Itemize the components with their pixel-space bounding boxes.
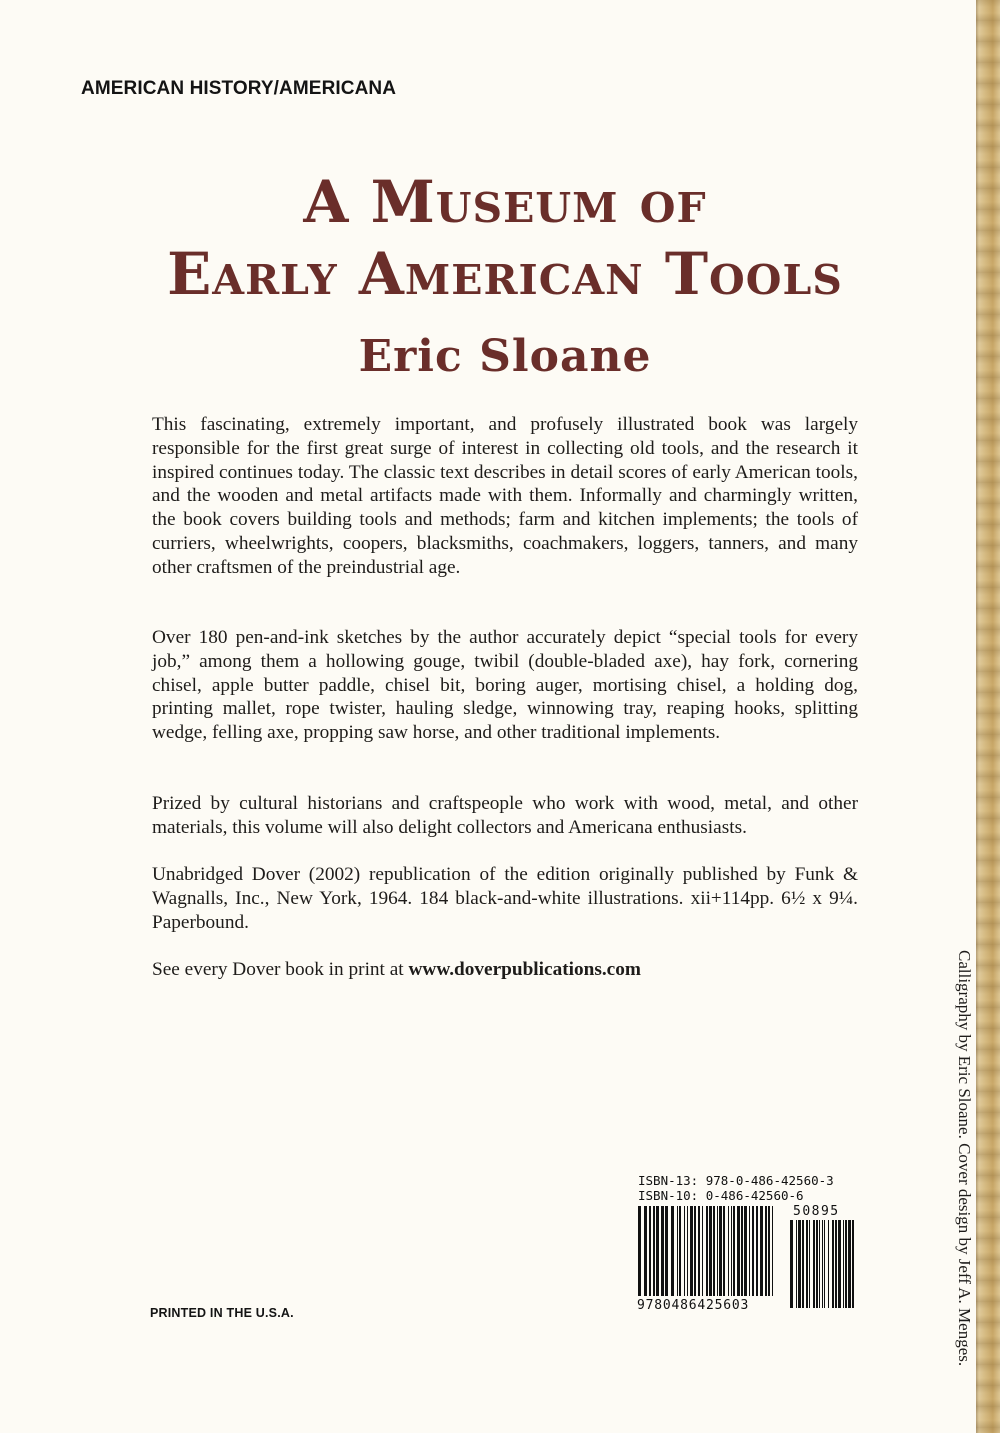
barcode-bar [713,1206,715,1296]
price-code: 50895 [793,1204,840,1219]
barcode-bar [702,1206,703,1296]
barcode-bar [765,1206,767,1296]
isbn-barcode-block [637,1172,862,1320]
barcode-bar [838,1220,841,1308]
printed-in-label: PRINTED IN THE U.S.A. [150,1306,294,1320]
barcode-bar [809,1220,810,1308]
barcode-bar [819,1220,820,1308]
barcode-bar [644,1206,647,1296]
barcode-bar [798,1220,801,1308]
isbn-10: ISBN-10: 0-486-42560-6 [638,1188,804,1203]
barcode-bar [694,1206,696,1296]
barcode-bar [709,1206,712,1296]
barcode-bar [731,1206,732,1296]
barcode-bar [719,1206,722,1296]
book-title-line-2: Early American Tools [167,240,843,308]
barcode-bar [744,1206,747,1296]
barcode-bar [768,1206,770,1296]
barcode-bar [806,1220,808,1308]
barcode-addon [789,1220,859,1308]
description-paragraph-1: This fascinating, extremely important, and profusely illustrated book was largely responsible for the first great surge of interest in collecting old tools, and the research it inspired continues today. The classic text describes in detail scores of early American tools, and the wooden and metal artifacts made with them. Informally and charmingly written, the book covers building tools and methods; farm and kitchen implements; the tools of curriers, wheelwrights, coopers, blacksmiths, coachmakers, loggers, tanners, and many other craftsmen of the preindustrial age. [152,414,858,578]
barcode-bar [845,1220,847,1308]
barcode-bar [790,1220,793,1308]
barcode-bar [749,1206,750,1296]
barcode-bar [656,1206,659,1296]
barcode-bar [665,1206,668,1296]
barcode-bar [752,1206,754,1296]
isbn-13: ISBN-13: 978-0-486-42560-3 [638,1173,834,1188]
barcode-bar [772,1206,773,1296]
barcode-bar [671,1206,674,1296]
barcode-bar [653,1206,655,1296]
barcode-digits: 9780486425603 [637,1298,750,1313]
website-line [152,958,858,982]
description-paragraph-3: Prized by cultural historians and craftspeople who work with wood, metal, and other materials, this volume will also delight collectors and Americana enthusiasts. [152,793,858,838]
barcode-bar [741,1206,743,1296]
description-paragraph-2: Over 180 pen-and-ink sketches by the author accurately depict “special tools for every job,” among them a hollowing gouge, twibil (double-bladed axe), hay fork, cornering chisel, apple butter paddle, chisel bit, boring auger, mortising chisel, a holding dog, printing mallet, rope twister, hauling sledge, winnowing tray, reaping hooks, splitting wedge, felling axe, propping saw horse, and other traditional implements. [152,627,858,744]
website-prefix: See every Dover book in print at [152,959,409,980]
barcode-bar [638,1206,641,1296]
wood-grain-edge [976,0,1000,1433]
barcode-bar [816,1220,818,1308]
barcode-bar [684,1206,685,1296]
barcode-bar [661,1206,664,1296]
barcode-bar [832,1220,834,1308]
barcode-bar [848,1220,851,1308]
barcode-bar [822,1220,823,1308]
website-link[interactable]: www.doverpublications.com [408,959,641,980]
barcode-bar [723,1206,725,1296]
barcode-bar [717,1206,718,1296]
barcode-bar [679,1206,681,1296]
barcode-bar [796,1220,797,1308]
barcode-bar [852,1220,854,1308]
barcode-bar [733,1206,735,1296]
barcode-bar [687,1206,688,1296]
barcode-bar [843,1220,844,1308]
barcode-bar [813,1220,815,1308]
barcode-bar [835,1220,837,1308]
barcode-bar [737,1206,740,1296]
barcode-main [637,1206,775,1296]
barcode-bar [698,1206,700,1296]
category-label: AMERICAN HISTORY/AMERICANA [81,78,397,99]
author-name: Eric Sloane [358,331,652,382]
design-credit: Calligraphy by Eric Sloane. Cover design by Jeff A. Menges. [955,950,974,1367]
barcode-bar [756,1206,758,1296]
barcode-bar [828,1220,829,1308]
barcode-bar [802,1220,804,1308]
barcode-bar [690,1206,693,1296]
barcode-bar [706,1206,708,1296]
barcode-bar [677,1206,678,1296]
barcode-bar [728,1206,729,1296]
book-title-line-1: A Museum of [303,168,707,236]
publication-details: Unabridged Dover (2002) republication of the edition originally published by Funk & Wagnalls, Inc., New York, 1964. 184 black-and-white illustrations. xii+114pp. 6½ x 9¼. Paperbound. [152,864,858,933]
barcode-bar [824,1220,825,1308]
barcode-bar [760,1206,763,1296]
barcode-bar [649,1206,651,1296]
